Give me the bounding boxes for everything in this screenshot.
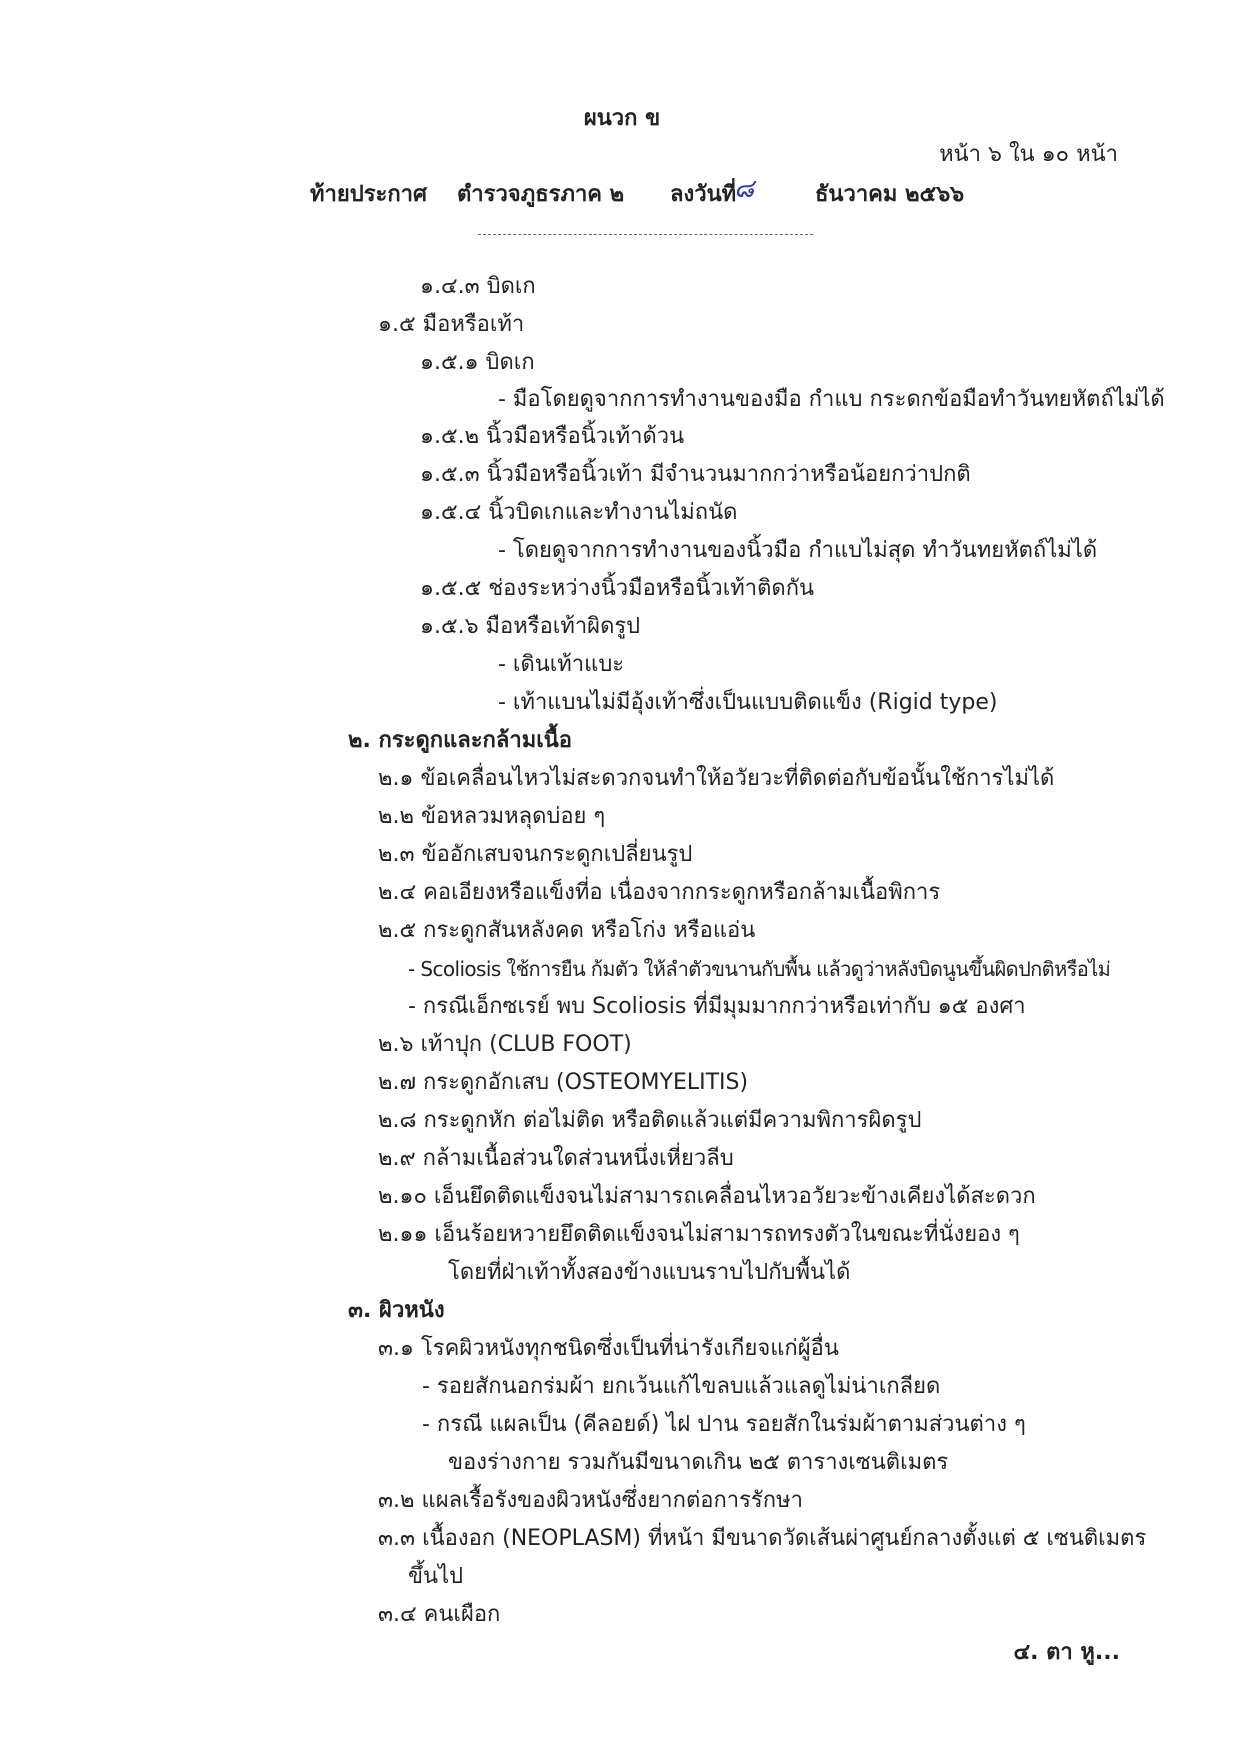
- item-3-3: ๓.๓ เนื้องอก (NEOPLASM) ที่หน้า มีขนาดวัดเส้นผ่าศูนย์กลางตั้งแต่ ๕ เซนติเมตร: [378, 1526, 1147, 1551]
- item-2-7: ๒.๗ กระดูกอักเสบ (OSTEOMYELITIS): [378, 1070, 749, 1095]
- item-2-11: ๒.๑๑ เอ็นร้อยหวายยึดติดแข็งจนไม่สามารถทรงตัวในขณะที่นั่งยอง ๆ: [378, 1222, 1020, 1247]
- item-3-1-note-b: - กรณี แผลเป็น (คีลอยด์) ไฝ ปาน รอยสักในร่มผ้าตามส่วนต่าง ๆ: [422, 1412, 1026, 1437]
- item-2-6: ๒.๖ เท้าปุก (CLUB FOOT): [378, 1032, 632, 1057]
- item-2-1: ๒.๑ ข้อเคลื่อนไหวไม่สะดวกจนทำให้อวัยวะที่ติดต่อกับข้อนั้นใช้การไม่ได้: [378, 766, 1055, 791]
- announce-org: ตำรวจภูธรภาค ๒: [457, 182, 625, 207]
- item-1-5-6: ๑.๕.๖ มือหรือเท้าผิดรูป: [420, 614, 641, 639]
- item-2-5-note-a: - Scoliosis ใช้การยืน ก้มตัว ให้ลำตัวขนานกับพื้น แล้วดูว่าหลังบิดนูนขึ้นผิดปกติหรือไม่: [408, 957, 1111, 981]
- date-prefix: ลงวันที่: [670, 182, 737, 207]
- item-1-5-3: ๑.๕.๓ นิ้วมือหรือนิ้วเท้า มีจำนวนมากกว่าหรือน้อยกว่าปกติ: [420, 462, 971, 487]
- item-1-5-6-note-a: - เดินเท้าแบะ: [498, 652, 625, 677]
- item-1-5-6-note-b: - เท้าแบนไม่มีอุ้งเท้าซึ่งเป็นแบบติดแข็ง (Rigid type): [498, 690, 998, 715]
- continuation-note: ๔. ตา หู...: [1013, 1640, 1120, 1665]
- announce-prefix: ท้ายประกาศ: [310, 182, 427, 207]
- page-number: หน้า ๖ ใน ๑๐ หน้า: [939, 142, 1118, 167]
- item-1-5-5: ๑.๕.๕ ช่องระหว่างนิ้วมือหรือนิ้วเท้าติดกัน: [420, 576, 815, 601]
- item-1-5-4-note: - โดยดูจากการทำงานของนิ้วมือ กำแบไม่สุด ทำวันทยหัตถ์ไม่ได้: [498, 538, 1098, 563]
- item-3-1: ๓.๑ โรคผิวหนังทุกชนิดซึ่งเป็นที่น่ารังเกียจแก่ผู้อื่น: [378, 1336, 839, 1361]
- item-2-2: ๒.๒ ข้อหลวมหลุดบ่อย ๆ: [378, 804, 606, 829]
- item-2-5: ๒.๕ กระดูกสันหลังคด หรือโก่ง หรือแอ่น: [378, 918, 756, 943]
- section-2-heading: ๒. กระดูกและกล้ามเนื้อ: [348, 728, 572, 753]
- date-day-handwritten: ๘: [734, 174, 755, 204]
- item-3-2: ๓.๒ แผลเรื้อรังของผิวหนังซึ่งยากต่อการรักษา: [378, 1488, 803, 1513]
- item-1-5-1-note: - มือโดยดูจากการทำงานของมือ กำแบ กระดกข้อมือทำวันทยหัตถ์ไม่ได้: [498, 387, 1165, 412]
- item-1-4-3: ๑.๔.๓ บิดเก: [420, 274, 536, 299]
- item-2-9: ๒.๙ กล้ามเนื้อส่วนใดส่วนหนึ่งเหี่ยวลีบ: [378, 1146, 734, 1171]
- item-1-5-2: ๑.๕.๒ นิ้วมือหรือนิ้วเท้าด้วน: [420, 424, 685, 449]
- item-2-11-cont: โดยที่ฝ่าเท้าทั้งสองข้างแบนราบไปกับพื้นได้: [448, 1260, 851, 1285]
- item-3-1-note-a: - รอยสักนอกร่มผ้า ยกเว้นแก้ไขลบแล้วแลดูไม่น่าเกลียด: [422, 1374, 941, 1399]
- item-2-4: ๒.๔ คอเอียงหรือแข็งที่อ เนื่องจากกระดูกหรือกล้ามเนื้อพิการ: [378, 880, 941, 905]
- item-2-3: ๒.๓ ข้ออักเสบจนกระดูกเปลี่ยนรูป: [378, 842, 693, 867]
- date-month-year: ธันวาคม ๒๕๖๖: [815, 182, 965, 207]
- item-1-5-4: ๑.๕.๔ นิ้วบิดเกและทำงานไม่ถนัด: [420, 500, 738, 525]
- item-1-5-1: ๑.๕.๑ บิดเก: [420, 350, 535, 375]
- item-3-3-cont: ขึ้นไป: [408, 1564, 464, 1589]
- section-3-heading: ๓. ผิวหนัง: [348, 1298, 445, 1323]
- separator-line: [478, 234, 813, 235]
- item-2-5-note-b: - กรณีเอ็กซเรย์ พบ Scoliosis ที่มีมุมมากกว่าหรือเท่ากับ ๑๕ องศา: [408, 994, 1026, 1019]
- item-2-8: ๒.๘ กระดูกหัก ต่อไม่ติด หรือติดแล้วแต่มีความพิการผิดรูป: [378, 1108, 922, 1133]
- item-3-4: ๓.๔ คนเผือก: [378, 1602, 501, 1627]
- appendix-title: ผนวก ข: [583, 106, 661, 131]
- item-1-5: ๑.๕ มือหรือเท้า: [378, 312, 525, 337]
- item-3-1-note-b-cont: ของร่างกาย รวมกันมีขนาดเกิน ๒๕ ตารางเซนติเมตร: [448, 1450, 949, 1475]
- item-2-10: ๒.๑๐ เอ็นยึดติดแข็งจนไม่สามารถเคลื่อนไหวอวัยวะข้างเคียงได้สะดวก: [378, 1184, 1036, 1209]
